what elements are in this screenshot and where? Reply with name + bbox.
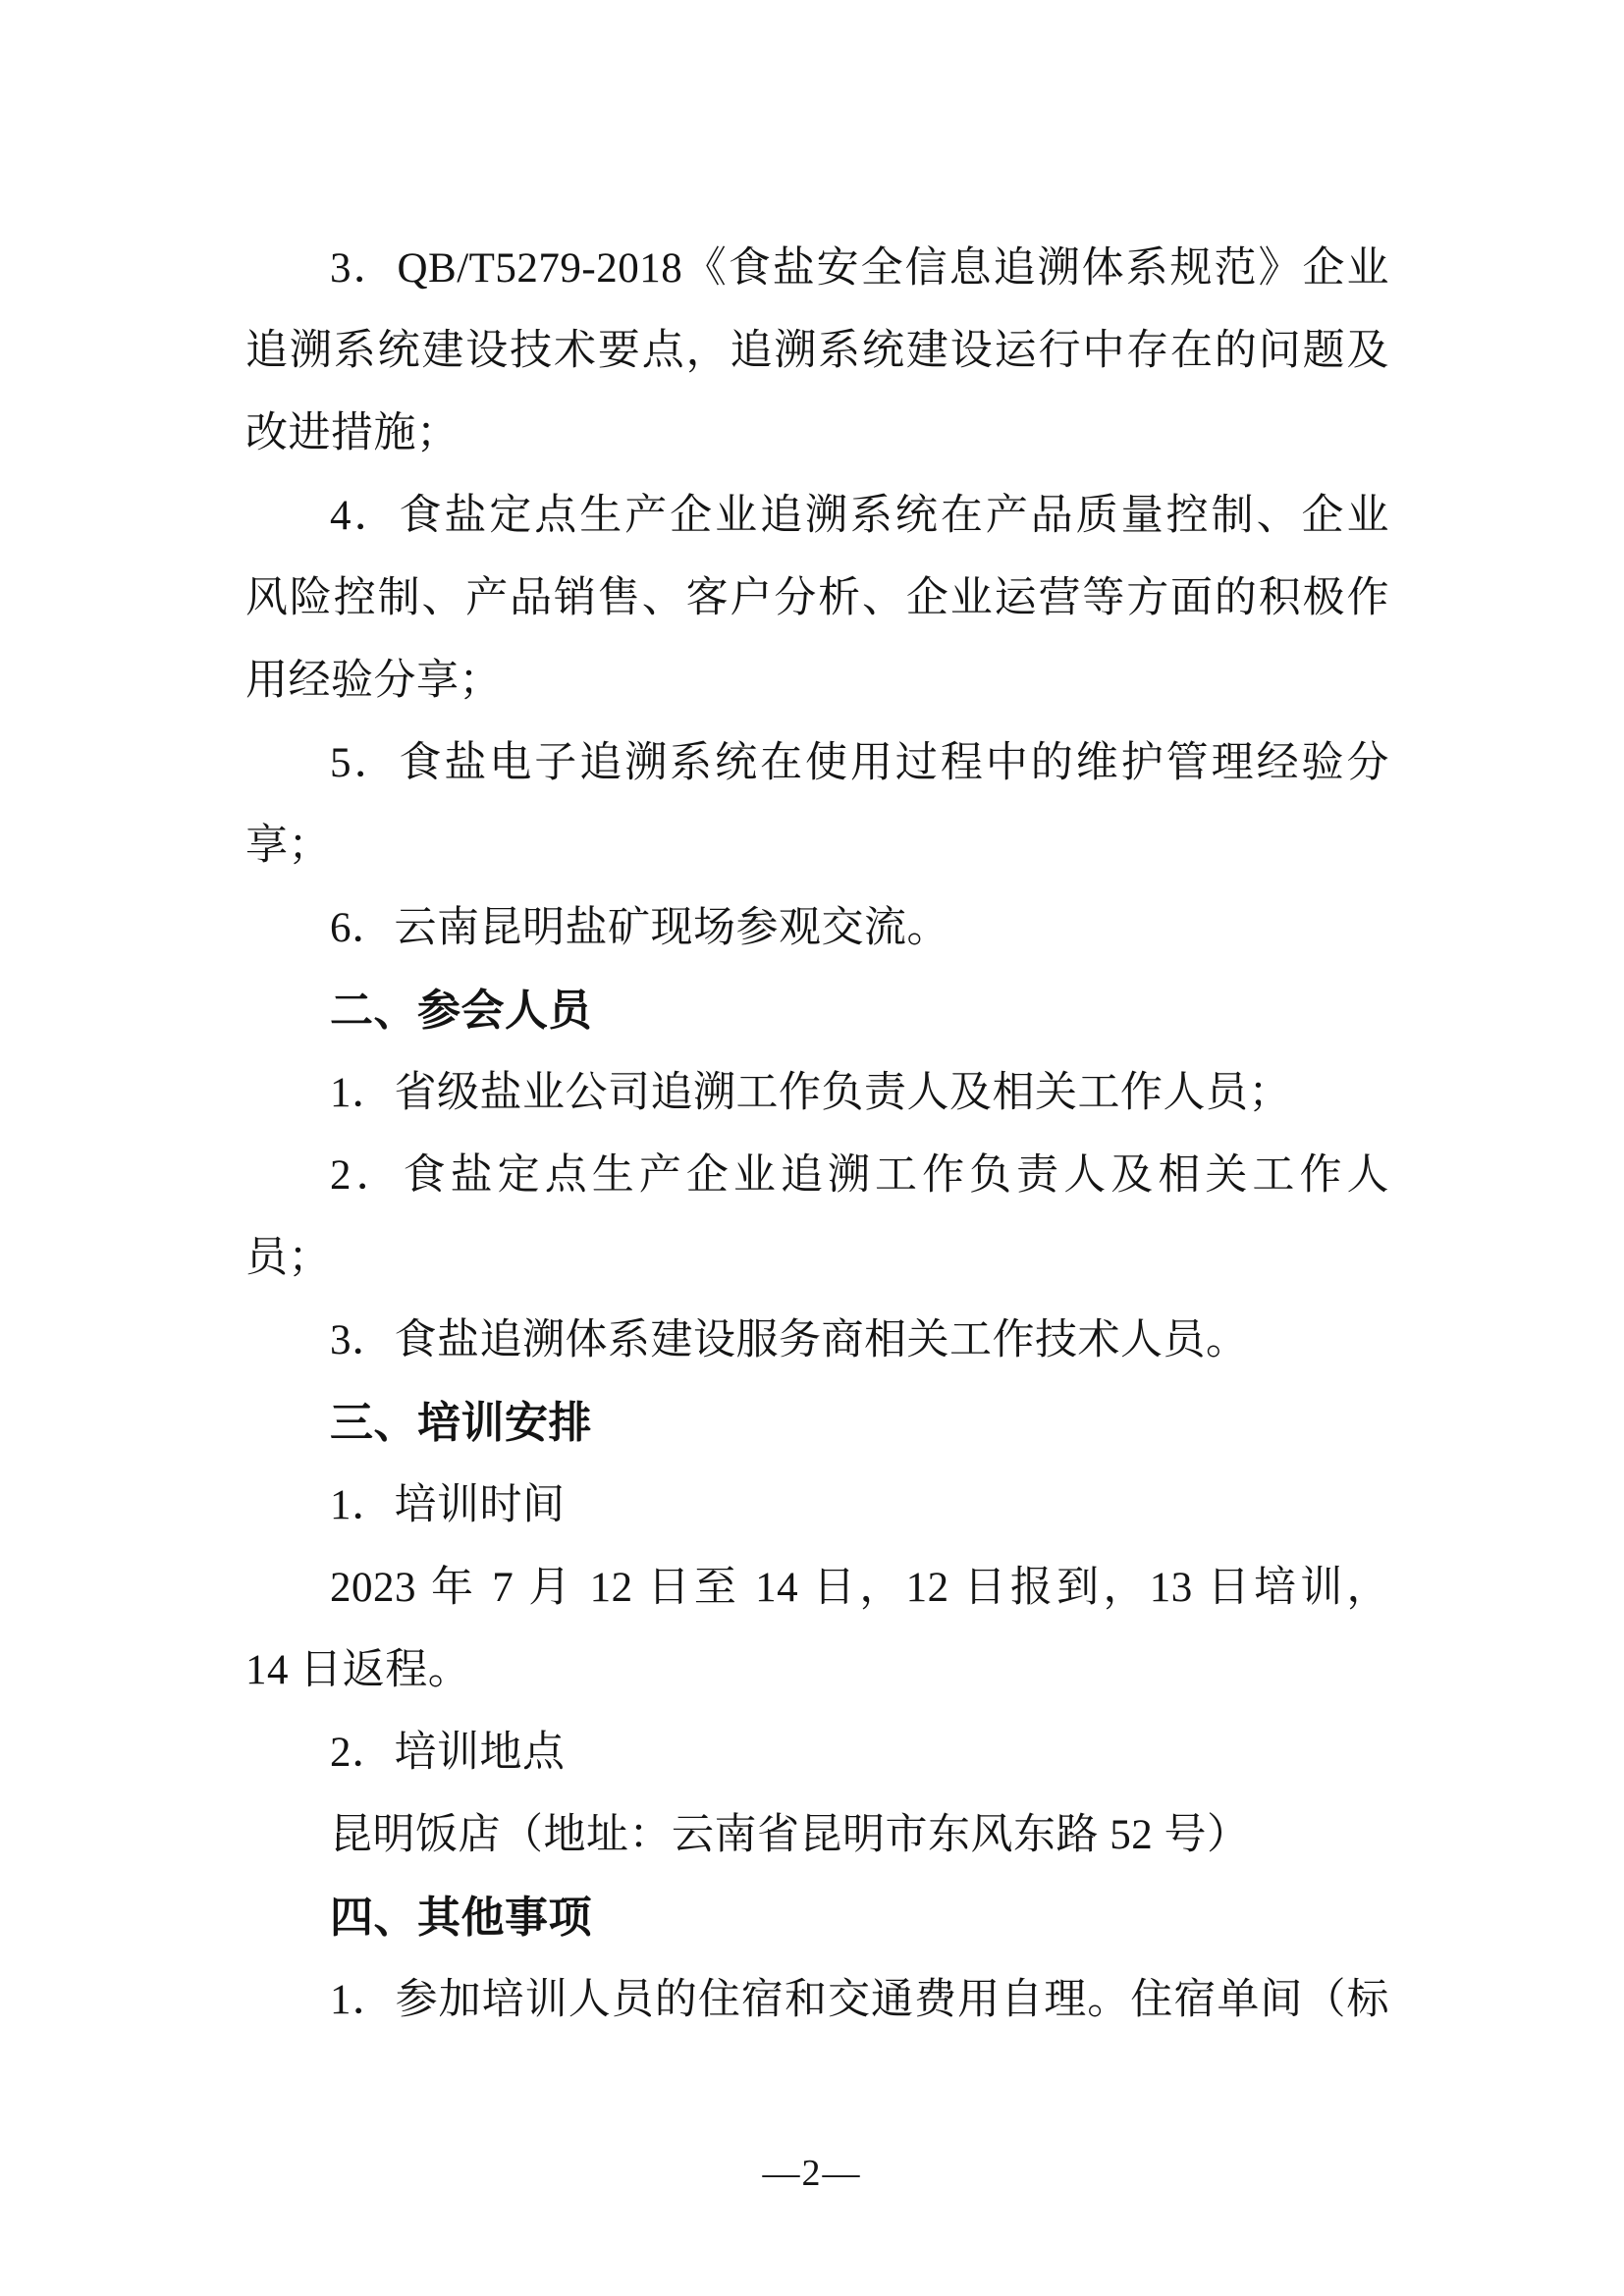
paragraph — [245, 1300, 1389, 1382]
document-body — [245, 228, 1389, 2042]
paragraph — [245, 1547, 1389, 1712]
paragraph — [245, 1959, 1389, 2042]
text-line: 二、参会人员 — [330, 987, 592, 1035]
paragraph — [245, 1465, 1389, 1547]
text-line: 风险控制、产品销售、客户分析、企业运营等方面的积极作 — [245, 575, 1389, 621]
paragraph — [245, 887, 1389, 970]
page-footer — [0, 2152, 1624, 2195]
text-line: 昆明饭店（地址：云南省昆明市东风东路 52 号） — [330, 1812, 1250, 1858]
text-line: 3．QB/T5279-2018《食盐安全信息追溯体系规范》企业 — [330, 245, 1389, 292]
text-line: 2023 年 7 月 12 日至 14 日，12 日报到，13 日培训， — [330, 1565, 1389, 1611]
text-line: 4．食盐定点生产企业追溯系统在产品质量控制、企业 — [330, 493, 1389, 539]
paragraph — [245, 1135, 1389, 1300]
paragraph — [245, 1712, 1389, 1794]
text-line: 2．食盐定点生产企业追溯工作负责人及相关工作人 — [330, 1152, 1389, 1199]
paragraph — [245, 722, 1389, 887]
text-line: 追溯系统建设技术要点，追溯系统建设运行中存在的问题及 — [245, 328, 1389, 374]
paragraph — [245, 228, 1389, 475]
paragraph — [245, 1052, 1389, 1135]
page-number: —2— — [762, 2153, 862, 2194]
text-line: 14 日返程。 — [245, 1647, 471, 1693]
text-line: 享； — [245, 823, 331, 869]
text-line: 3．食盐追溯体系建设服务商相关工作技术人员。 — [330, 1317, 1249, 1363]
section-heading — [245, 970, 1389, 1052]
section-heading — [245, 1877, 1389, 1959]
text-line: 6．云南昆明盐矿现场参观交流。 — [330, 905, 949, 951]
text-line: 改进措施； — [245, 410, 460, 456]
text-line: 三、培训安排 — [330, 1399, 592, 1447]
paragraph — [245, 1794, 1389, 1877]
text-line: 5．食盐电子追溯系统在使用过程中的维护管理经验分 — [330, 740, 1389, 786]
section-heading — [245, 1382, 1389, 1465]
text-line: 员； — [245, 1235, 331, 1281]
text-line: 四、其他事项 — [330, 1894, 592, 1942]
text-line: 用经验分享； — [245, 658, 502, 704]
text-line: 1．培训时间 — [330, 1482, 566, 1528]
text-line: 2．培训地点 — [330, 1730, 566, 1776]
text-line: 1．省级盐业公司追溯工作负责人及相关工作人员； — [330, 1070, 1291, 1116]
text-line: 1．参加培训人员的住宿和交通费用自理。住宿单间（标 — [330, 1977, 1389, 2023]
paragraph — [245, 475, 1389, 722]
